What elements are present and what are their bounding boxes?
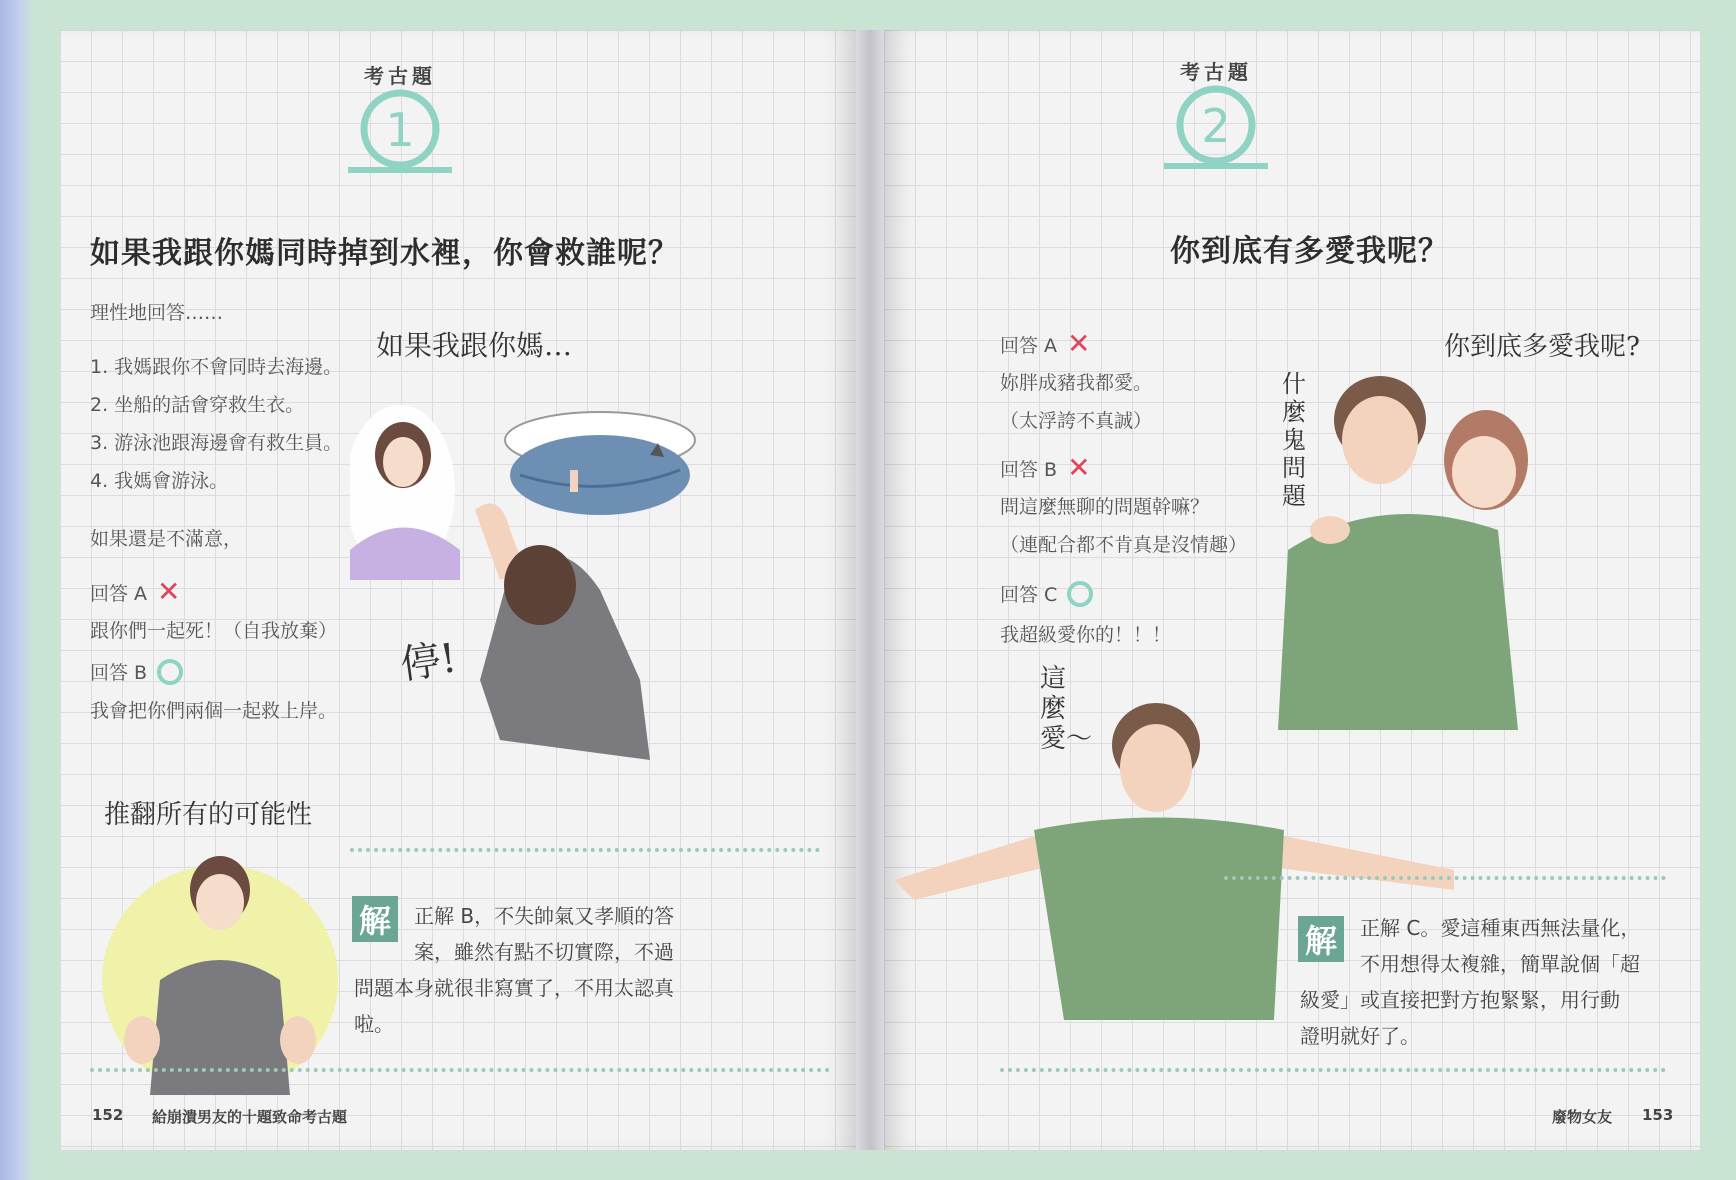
thought-handwriting: 如果我跟你媽… — [376, 329, 573, 362]
answer-b-note: （連配合都不肯真是沒情趣） — [1000, 534, 1248, 556]
solution-divider — [350, 848, 820, 852]
page-number: 153 — [1642, 1106, 1674, 1124]
so-much-handwriting: 這麼愛〜 — [1040, 664, 1093, 754]
solution-line: 證明就好了。 — [1300, 1024, 1420, 1048]
number-circle-icon — [340, 89, 460, 179]
question-title: 如果我跟你媽同時掉到水裡，你會救誰呢？ — [90, 236, 679, 271]
ask-handwriting: 你到底多愛我呢? — [1444, 332, 1640, 362]
stop-handwriting: 停! — [397, 635, 460, 689]
answer-b-label — [1000, 451, 1091, 484]
answer-c-label — [1000, 580, 1093, 607]
wrong-x-icon: ✕ — [1067, 327, 1091, 360]
solution-line: 正解 C。愛這種東西無法量化， — [1360, 916, 1641, 940]
overturn-handwriting: 推翻所有的可能性 — [104, 800, 313, 830]
reason-item: 2. 坐船的話會穿救生衣。 — [90, 394, 305, 416]
solution-badge: 解 — [1298, 916, 1344, 962]
running-footer: 給崩潰男友的十題致命考古題 — [152, 1108, 348, 1126]
book-edge — [0, 0, 34, 1180]
solution-badge: 解 — [352, 896, 398, 942]
answer-a-note: （太浮誇不真誠） — [1000, 410, 1153, 432]
answer-label-text: 回答 A — [1000, 334, 1058, 357]
reason-item: 1. 我媽跟你不會同時去海邊。 — [90, 356, 343, 378]
solution-divider — [1224, 876, 1666, 880]
solution-text — [1300, 910, 1680, 1054]
answer-label-text: 回答 A — [90, 582, 148, 605]
illustration-couple — [1268, 350, 1568, 740]
footer-divider — [1000, 1068, 1666, 1072]
wrong-x-icon: ✕ — [1067, 451, 1091, 484]
illustration-mom-and-boyfriend — [350, 400, 790, 820]
solution-line: 案，雖然有點不切實際，不過 — [414, 940, 674, 964]
what-handwriting: 什麼鬼問題 — [1282, 370, 1306, 510]
solution-line: 不用想得太複雜，簡單說個「超 — [1360, 952, 1640, 976]
solution-line: 問題本身就很非寫實了，不用太認真 — [354, 976, 674, 1000]
follow-text: 如果還是不滿意， — [90, 528, 243, 550]
correct-o-icon — [157, 659, 183, 685]
wrong-x-icon: ✕ — [157, 575, 181, 608]
left-page — [60, 30, 856, 1150]
footer-divider — [90, 1068, 830, 1072]
answer-label-text: 回答 C — [1000, 584, 1058, 606]
solution-line: 啦。 — [354, 1012, 394, 1036]
answer-b-text: 問這麼無聊的問題幹嘛？ — [1000, 496, 1210, 518]
solution-line: 級愛」或直接把對方抱緊緊，用行動 — [1300, 988, 1620, 1012]
page-number: 152 — [92, 1106, 124, 1124]
badge-label: 考古題 — [1180, 60, 1252, 84]
reason-item: 3. 游泳池跟海邊會有救生員。 — [90, 432, 343, 454]
book-gutter — [856, 30, 884, 1150]
badge-label: 考古題 — [364, 64, 436, 88]
intro-text: 理性地回答…… — [90, 302, 224, 324]
correct-o-icon — [1067, 581, 1093, 607]
answer-c-text: 我超級愛你的！！！ — [1000, 624, 1172, 646]
answer-b-label — [90, 658, 183, 685]
badge-number: 1 — [385, 103, 415, 157]
badge-number: 2 — [1201, 99, 1231, 153]
solution-text — [354, 898, 834, 1042]
question-title: 你到底有多愛我呢？ — [1170, 234, 1449, 269]
running-footer: 廢物女友 — [1552, 1108, 1613, 1126]
answer-a-text: 妳胖成豬我都愛。 — [1000, 372, 1153, 394]
right-page — [884, 30, 1700, 1150]
answer-a-label — [1000, 327, 1091, 360]
question-badge-1 — [340, 60, 460, 179]
answer-a-label — [90, 575, 181, 608]
reason-item: 4. 我媽會游泳。 — [90, 470, 229, 492]
number-circle-icon — [1156, 85, 1276, 175]
answer-label-text: 回答 B — [90, 662, 148, 684]
solution-line: 正解 B，不失帥氣又孝順的答 — [414, 904, 675, 928]
answer-a-text: 跟你們一起死！（自我放棄） — [90, 620, 338, 642]
question-badge-2 — [1156, 56, 1276, 175]
answer-b-text: 我會把你們兩個一起救上岸。 — [90, 700, 338, 722]
answer-label-text: 回答 B — [1000, 458, 1058, 481]
